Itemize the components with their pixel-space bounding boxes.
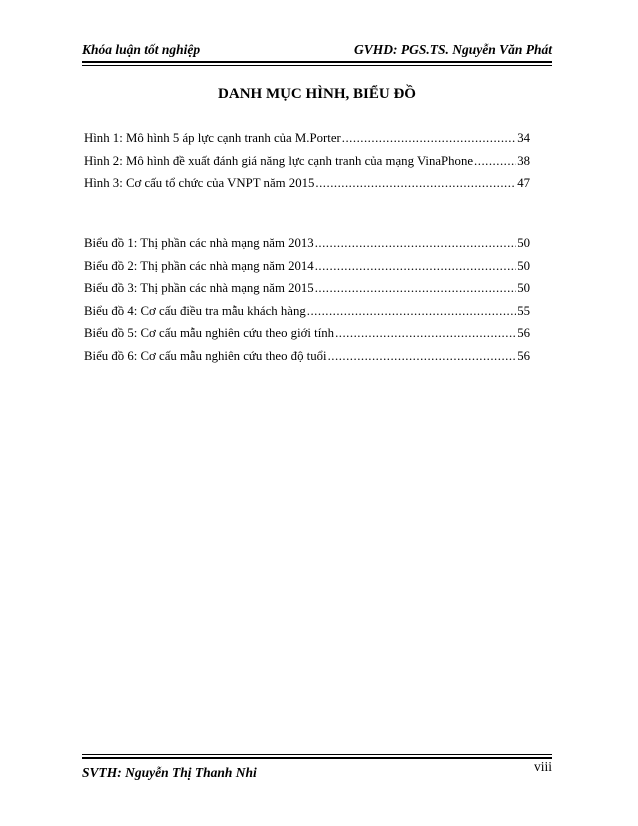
header-advisor: GVHD: PGS.TS. Nguyễn Văn Phát	[353, 42, 552, 57]
header-rule	[82, 61, 552, 63]
toc-entry-figure-1	[84, 131, 530, 154]
footer-rule-thin	[82, 754, 552, 755]
header-rule-thin	[82, 65, 552, 66]
toc-entry-page: 38	[517, 153, 530, 168]
toc-entry-page: 47	[517, 176, 530, 190]
toc-entry-page: 56	[517, 348, 530, 363]
toc-entry-chart-5	[84, 326, 530, 349]
toc-leader-dots	[307, 304, 516, 319]
toc-entry-chart-2	[84, 259, 530, 282]
header-thesis-label: Khóa luận tốt nghiệp	[82, 42, 201, 57]
toc-entry-label: Biểu đồ 4: Cơ cấu điều tra mẫu khách hàng	[84, 303, 306, 318]
toc-entry-label: Biểu đồ 3: Thị phần các nhà mạng năm 2015	[84, 281, 314, 295]
toc-entry-label: Hình 1: Mô hình 5 áp lực cạnh tranh của M.Porter	[84, 131, 341, 145]
toc-entry-page: 50	[517, 258, 530, 273]
footer-page-number: viii	[533, 759, 552, 774]
figure-list	[84, 131, 530, 199]
toc-entry-label: Hình 2: Mô hình đề xuất đánh giá năng lực cạnh tranh của mạng VinaPhone	[84, 153, 474, 168]
toc-entry-figure-3	[84, 176, 530, 199]
toc-entry-page: 34	[517, 131, 530, 145]
toc-entry-label: Biểu đồ 6: Cơ cấu mẫu nghiên cứu theo độ tuổi	[84, 348, 327, 363]
toc-leader-dots	[315, 281, 517, 296]
toc-leader-dots	[315, 259, 517, 274]
toc-leader-dots	[474, 154, 516, 169]
toc-leader-dots	[328, 349, 517, 364]
footer-rule	[82, 757, 552, 759]
toc-entry-chart-3	[84, 281, 530, 304]
toc-entry-page: 50	[517, 236, 530, 250]
toc-leader-dots	[342, 131, 516, 146]
page-header	[82, 42, 552, 60]
toc-leader-dots	[315, 236, 517, 251]
footer-student-name: SVTH: Nguyễn Thị Thanh Nhi	[82, 765, 257, 780]
toc-entry-page: 56	[517, 326, 530, 340]
toc-entry-label: Biểu đồ 2: Thị phần các nhà mạng năm 2014	[84, 258, 314, 273]
toc-entry-page: 50	[517, 281, 530, 295]
toc-leader-dots	[335, 326, 516, 341]
toc-entry-figure-2	[84, 154, 530, 177]
toc-entry-page: 55	[517, 303, 530, 318]
toc-entry-chart-4	[84, 304, 530, 327]
toc-leader-dots	[315, 176, 516, 191]
toc-entry-label: Biểu đồ 5: Cơ cấu mẫu nghiên cứu theo giới tính	[84, 326, 335, 340]
chart-list	[84, 236, 530, 371]
page-title: DANH MỤC HÌNH, BIỂU ĐỒ	[218, 86, 416, 102]
toc-entry-chart-1	[84, 236, 530, 259]
toc-entry-label: Hình 3: Cơ cấu tổ chức của VNPT năm 2015	[84, 176, 315, 190]
toc-entry-chart-6	[84, 349, 530, 372]
toc-entry-label: Biểu đồ 1: Thị phần các nhà mạng năm 2013	[84, 236, 314, 250]
